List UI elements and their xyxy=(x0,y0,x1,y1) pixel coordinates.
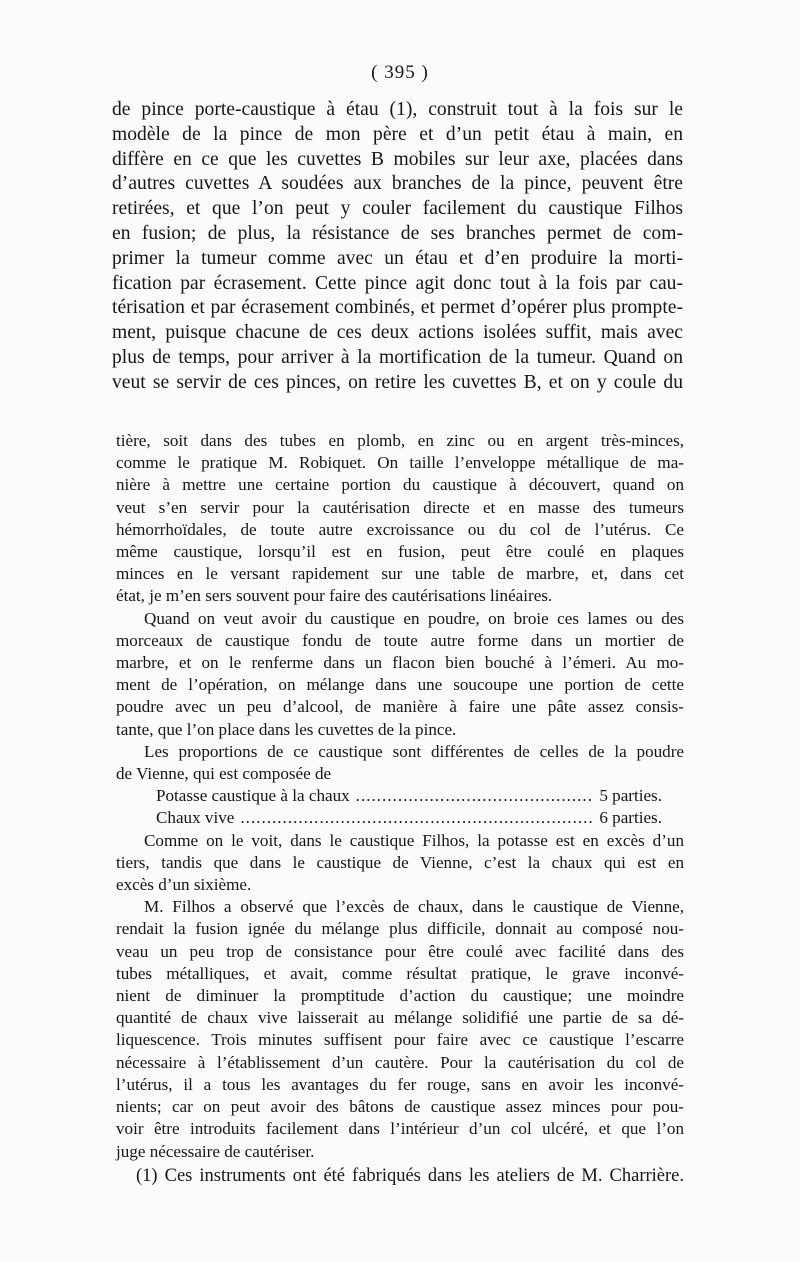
text-line: comme le pratique M. Robiquet. On taille l’enveloppe métallique de ma- xyxy=(116,453,684,473)
note-paragraph-4 xyxy=(116,830,684,897)
text-line: tante, que l’on place dans les cuvettes de la pince. xyxy=(116,719,457,739)
text-line: état, je m’en sers souvent pour faire des cautérisations linéaires. xyxy=(116,586,553,606)
text-line: Les proportions de ce caustique sont différentes de celles de la poudre xyxy=(144,741,684,761)
text-line: nière à mettre une certaine portion du caustique à découvert, quand on xyxy=(116,475,684,495)
text-line: primer la tumeur comme avec un étau et d’en produire la morti- xyxy=(112,247,683,269)
formula-table xyxy=(116,785,684,829)
text-line: Quand on veut avoir du caustique en poudre, on broie ces lames ou des xyxy=(144,608,684,628)
note-paragraph-1 xyxy=(116,430,684,608)
text-line: nécessaire à l’établissement d’un cautère. Pour la cautérisation du col de xyxy=(116,1052,684,1072)
text-line: M. Filhos a observé que l’excès de chaux, dans le caustique de Vienne, xyxy=(144,897,684,917)
text-line: en fusion; de plus, la résistance de ses branches permet de com- xyxy=(112,222,683,244)
text-line: modèle de la pince de mon père et d’un petit étau à main, en xyxy=(112,123,683,145)
note-paragraph-2 xyxy=(116,608,684,741)
text-line: l’utérus, il a tous les avantages du fer rouge, sans en avoir les inconvé- xyxy=(116,1074,684,1094)
text-line: de pince porte-caustique à étau (1), construit tout à la fois sur le xyxy=(112,99,683,120)
text-line: minces en le versant rapidement sur une table de marbre, et, dans cet xyxy=(116,564,684,584)
text-line: juge nécessaire de cautériser. xyxy=(116,1141,315,1161)
text-line: fication par écrasement. Cette pince agit donc tout à la fois par cau- xyxy=(112,272,683,294)
text-line: nient de diminuer la promptitude d’action du caustique; une moindre xyxy=(116,986,684,1006)
note-paragraph-3 xyxy=(116,741,684,785)
formula-row xyxy=(116,807,684,829)
formula-label: Potasse caustique à la chaux xyxy=(156,786,350,806)
text-line: térisation et par écrasement combinés, et permet d’opérer plus prompte- xyxy=(112,297,683,319)
text-line: de Vienne, qui est composée de xyxy=(116,764,332,784)
text-line: hémorrhoïdales, de toute autre excroissance ou du col de l’utérus. Ce xyxy=(116,519,684,539)
formula-value: 6 parties. xyxy=(599,808,662,828)
text-line: plus de temps, pour arriver à la mortification de la tumeur. Quand on xyxy=(112,346,683,368)
text-line: excès d’un sixième. xyxy=(116,875,252,895)
text-line: retirées, et que l’on peut y couler facilement du caustique Filhos xyxy=(112,198,683,220)
footnote: (1) Ces instruments ont été fabriqués dans les ateliers de M. Charrière. xyxy=(136,1165,684,1186)
text-line: ment de l’opération, on mélange dans une soucoupe une portion de cette xyxy=(116,675,684,695)
text-line: même caustique, lorsqu’il est en fusion, peut être coulé en plaques xyxy=(116,542,684,562)
note-paragraph-5 xyxy=(116,896,684,1162)
text-line: veut s’en servir pour la cautérisation directe et en masse des tumeurs xyxy=(116,497,684,517)
text-line: ment, puisque chacune de ces deux actions isolées suffit, mais avec xyxy=(112,322,683,344)
text-line: rendait la fusion ignée du mélange plus difficile, donnait au composé nou- xyxy=(116,919,684,939)
main-text xyxy=(112,98,683,396)
text-line: tubes métalliques, et avait, comme résultat pratique, le grave inconvé- xyxy=(116,963,684,983)
footnote-block xyxy=(116,430,684,1187)
text-line: veau un peu trop de consistance pour être coulé avec facilité dans des xyxy=(116,941,684,961)
text-line: nients; car on peut avoir des bâtons de caustique assez minces pour pou- xyxy=(116,1097,684,1117)
text-line: d’autres cuvettes A soudées aux branches de la pince, peuvent être xyxy=(112,173,683,195)
text-line: Comme on le voit, dans le caustique Filhos, la potasse est en excès d’un xyxy=(144,830,684,850)
text-line: tière, soit dans des tubes en plomb, en zinc ou en argent très-minces, xyxy=(116,431,684,450)
text-line: voir être introduits facilement dans l’intérieur d’un col ulcéré, et que l’on xyxy=(116,1119,684,1139)
text-line: tiers, tandis que dans le caustique de Vienne, c’est la chaux qui est en xyxy=(116,852,684,872)
text-line: liquescence. Trois minutes suffisent pour faire avec ce caustique l’escarre xyxy=(116,1030,684,1050)
text-line: quantité de chaux vive laisserait au mélange solidifié une partie de sa dé- xyxy=(116,1008,684,1028)
text-line: veut se servir de ces pinces, on retire les cuvettes B, et on y coule du xyxy=(112,371,683,393)
formula-value: 5 parties. xyxy=(599,786,662,806)
formula-row xyxy=(116,785,684,807)
text-line: poudre avec un peu d’alcool, de manière à faire une pâte assez consis- xyxy=(116,697,684,717)
page-number: ( 395 ) xyxy=(371,62,429,83)
text-line: marbre, et on le renferme dans un flacon bien bouché à l’émeri. Au mo- xyxy=(116,653,684,673)
formula-label: Chaux vive xyxy=(156,808,235,828)
text-line: morceaux de caustique fondu de toute autre forme dans un mortier de xyxy=(116,630,684,650)
text-line: diffère en ce que les cuvettes B mobiles sur leur axe, placées dans xyxy=(112,148,683,170)
